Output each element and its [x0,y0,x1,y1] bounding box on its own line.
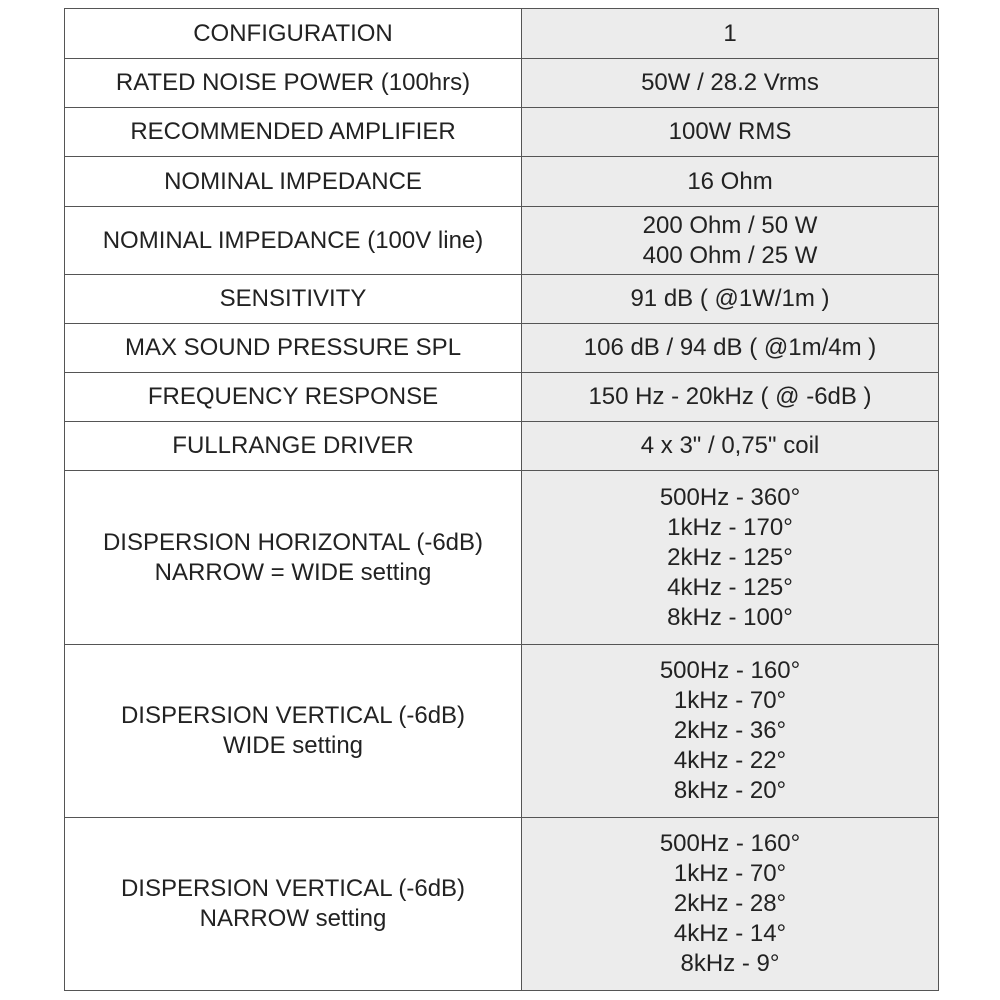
spec-value: 100W RMS [522,108,939,157]
spec-label: NOMINAL IMPEDANCE [65,157,522,207]
table-row [65,59,939,108]
spec-value: 200 Ohm / 50 W 400 Ohm / 25 W [522,207,939,275]
spec-value: 106 dB / 94 dB ( @1m/4m ) [522,324,939,373]
spec-label: SENSITIVITY [65,275,522,324]
table-row [65,645,939,818]
table-row [65,471,939,645]
spec-value: 91 dB ( @1W/1m ) [522,275,939,324]
spec-value: 500Hz - 160° 1kHz - 70° 2kHz - 28° 4kHz - 14° 8kHz - 9° [522,818,939,991]
spec-value: 16 Ohm [522,157,939,207]
spec-value: 150 Hz - 20kHz ( @ -6dB ) [522,373,939,422]
spec-label: RECOMMENDED AMPLIFIER [65,108,522,157]
table-row [65,275,939,324]
spec-label: CONFIGURATION [65,9,522,59]
table-row [65,108,939,157]
spec-table [64,8,939,991]
table-row [65,9,939,59]
spec-value: 500Hz - 360° 1kHz - 170° 2kHz - 125° 4kHz - 125° 8kHz - 100° [522,471,939,645]
spec-label: RATED NOISE POWER (100hrs) [65,59,522,108]
spec-label: FULLRANGE DRIVER [65,422,522,471]
spec-label: FREQUENCY RESPONSE [65,373,522,422]
spec-label: MAX SOUND PRESSURE SPL [65,324,522,373]
table-row [65,157,939,207]
table-row [65,373,939,422]
table-row [65,207,939,275]
spec-value: 4 x 3" / 0,75" coil [522,422,939,471]
table-row [65,818,939,991]
spec-value: 500Hz - 160° 1kHz - 70° 2kHz - 36° 4kHz - 22° 8kHz - 20° [522,645,939,818]
spec-label: NOMINAL IMPEDANCE (100V line) [65,207,522,275]
spec-value: 50W / 28.2 Vrms [522,59,939,108]
spec-label: DISPERSION VERTICAL (-6dB) WIDE setting [65,645,522,818]
spec-value: 1 [522,9,939,59]
table-row [65,324,939,373]
table-row [65,422,939,471]
spec-label: DISPERSION VERTICAL (-6dB) NARROW setting [65,818,522,991]
spec-label: DISPERSION HORIZONTAL (-6dB) NARROW = WIDE setting [65,471,522,645]
